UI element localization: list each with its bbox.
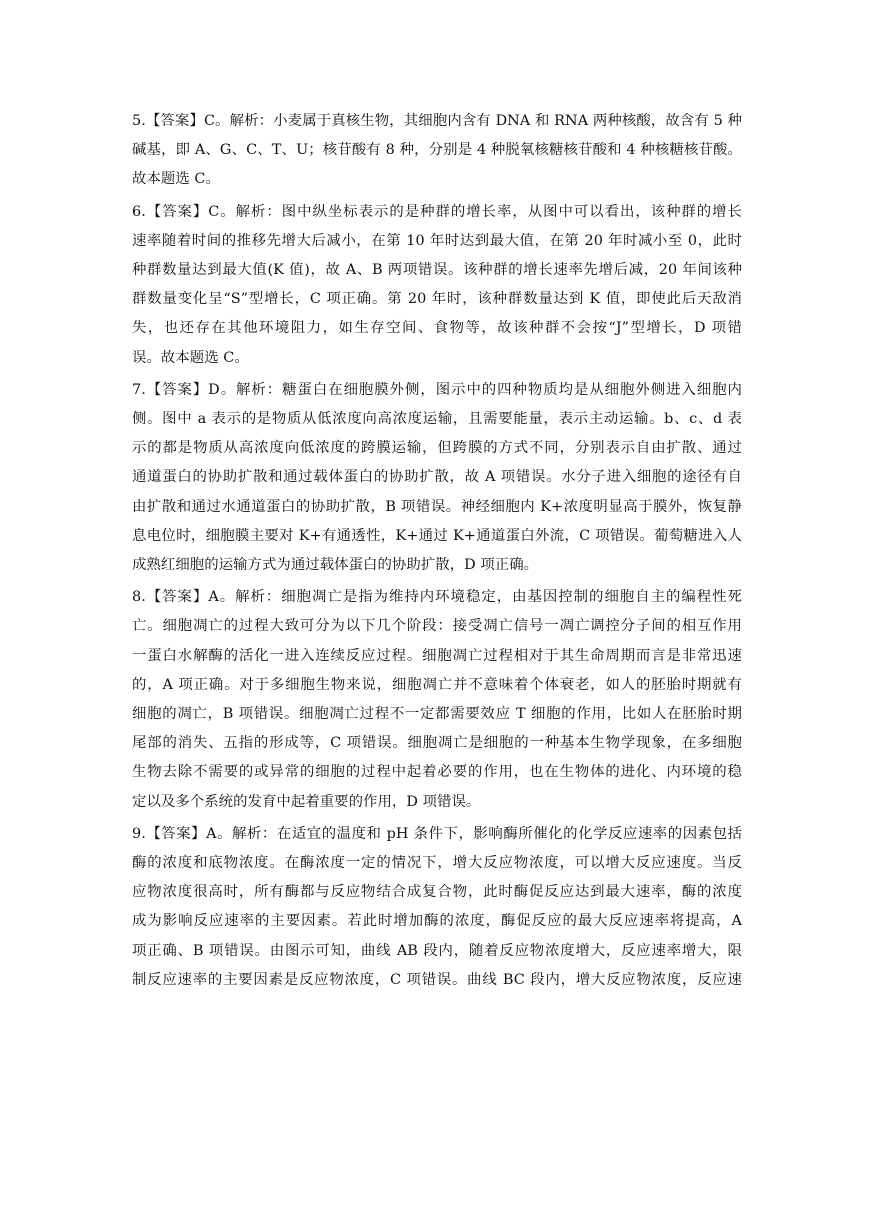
text-line: 误。故本题选 C。 xyxy=(132,349,249,366)
text-line: 6.【答案】C。解析：图中纵坐标表示的是种群的增长率，从图中可以看出，该种群的增长 xyxy=(132,203,742,220)
text-line: 由扩散和通过水通道蛋白的协助扩散，B 项错误。神经细胞内 K+浓度明显高于膜外，恢复静 xyxy=(132,498,742,515)
text-line: 5.【答案】C。解析：小麦属于真核生物，其细胞内含有 DNA 和 RNA 两种核酸，故含有 5 种 xyxy=(132,113,742,129)
text-line: 碱基，即 A、G、C、T、U；核苷酸有 8 种，分别是 4 种脱氧核糖核苷酸和 4 种核糖核苷酸。 xyxy=(132,142,742,159)
answer-8 xyxy=(132,583,742,817)
text-line: 成熟红细胞的运输方式为通过载体蛋白的协助扩散，D 项正确。 xyxy=(132,557,539,574)
text-line: 9.【答案】A。解析：在适宜的温度和 pH 条件下，影响酶所催化的化学反应速率的因素包括 xyxy=(132,825,742,842)
text-line: 生物去除不需要的或异常的细胞的过程中起着必要的作用，也在生物体的进化、内环境的稳 xyxy=(132,764,742,781)
text-line: 亡。细胞凋亡的过程大致可分为以下几个阶段：接受凋亡信号一凋亡调控分子间的相互作用 xyxy=(132,618,742,635)
answer-7 xyxy=(132,376,742,580)
text-line: 尾部的消失、五指的形成等，C 项错误。细胞凋亡是细胞的一种基本生物学现象，在多细胞 xyxy=(132,735,742,752)
text-line: 群数量变化呈“S”型增长，C 项正确。第 20 年时，该种群数量达到 K 值，即使此后天敌消 xyxy=(132,291,742,308)
text-line: 制反应速率的主要因素是反应物浓度，C 项错误。曲线 BC 段内，增大反应物浓度，反应速 xyxy=(132,971,742,988)
text-line: 应物浓度很高时，所有酶都与反应物结合成复合物，此时酶促反应达到最大速率，酶的浓度 xyxy=(132,884,742,901)
text-line: 的，A 项正确。对于多细胞生物来说，细胞凋亡并不意味着个体衰老，如人的胚胎时期就有 xyxy=(132,676,742,693)
text-line: 8.【答案】A。解析：细胞凋亡是指为维持内环境稳定，由基因控制的细胞自主的编程性死 xyxy=(132,589,742,606)
text-line: 故本题选 C。 xyxy=(132,171,220,188)
answer-document xyxy=(132,107,742,998)
text-line: 细胞的凋亡，B 项错误。细胞凋亡过程不一定都需要效应 T 细胞的作用，比如人在胚胎时期 xyxy=(132,706,742,723)
answer-9 xyxy=(132,820,742,995)
text-line: 通道蛋白的协助扩散和通过载体蛋白的协助扩散，故 A 项错误。水分子进入细胞的途径有自 xyxy=(132,469,742,486)
text-line: 速率随着时间的推移先增大后减小，在第 10 年时达到最大值，在第 20 年时减小至 0，此时 xyxy=(132,232,742,249)
text-line: 种群数量达到最大值(K 值)，故 A、B 两项错误。该种群的增长速率先增后减，20 年间该种 xyxy=(132,262,742,279)
text-line: 定以及多个系统的发育中起着重要的作用，D 项错误。 xyxy=(132,793,481,810)
answer-6 xyxy=(132,198,742,373)
text-line: 息电位时，细胞膜主要对 K+有通透性，K+通过 K+通道蛋白外流，C 项错误。葡萄糖进入人 xyxy=(132,527,742,544)
text-line: 示的都是物质从高浓度向低浓度的跨膜运输，但跨膜的方式不同，分别表示自由扩散、通过 xyxy=(132,440,742,457)
text-line: 侧。图中 a 表示的是物质从低浓度向高浓度运输，且需要能量，表示主动运输。b、c、d 表 xyxy=(132,411,742,428)
text-line: 失，也还存在其他环境阻力，如生存空间、食物等，故该种群不会按“J”型增长，D 项错 xyxy=(132,320,742,337)
text-line: 项正确、B 项错误。由图示可知，曲线 AB 段内，随着反应物浓度增大，反应速率增大，限 xyxy=(132,942,742,959)
text-line: 成为影响反应速率的主要因素。若此时增加酶的浓度，酶促反应的最大反应速率将提高，A xyxy=(132,913,742,930)
text-line: 酶的浓度和底物浓度。在酶浓度一定的情况下，增大反应物浓度，可以增大反应速度。当反 xyxy=(132,855,742,872)
text-line: 7.【答案】D。解析：糖蛋白在细胞膜外侧，图示中的四种物质均是从细胞外侧进入细胞内 xyxy=(132,381,742,398)
text-line: 一蛋白水解酶的活化一进入连续反应过程。细胞凋亡过程相对于其生命周期而言是非常迅速 xyxy=(132,647,742,664)
answer-5 xyxy=(132,107,742,195)
